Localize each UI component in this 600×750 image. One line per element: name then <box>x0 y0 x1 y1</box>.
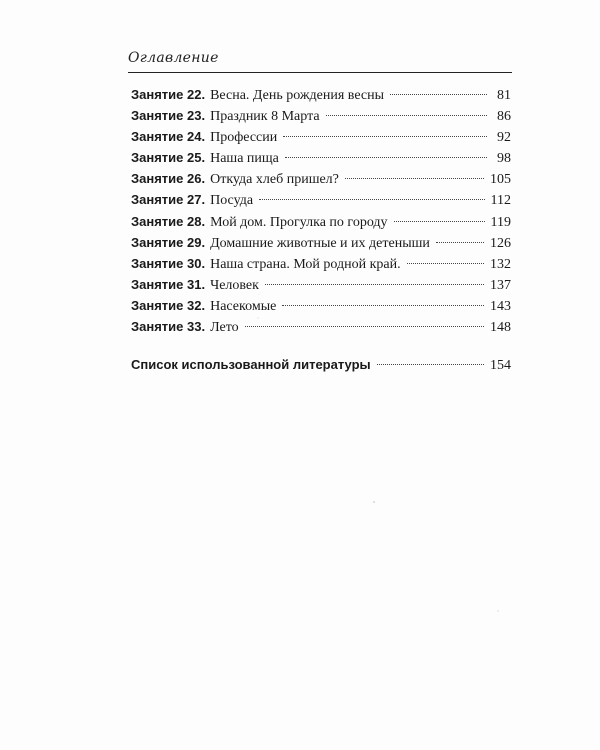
toc-entry-title: Посуда <box>210 193 254 209</box>
toc-entry <box>131 84 511 105</box>
toc-entry-label: Занятие 33. <box>131 319 206 335</box>
toc-entry-title: Наша пища <box>210 151 279 167</box>
toc-entry <box>131 316 511 337</box>
toc-entry-label: Занятие 28. <box>131 213 206 229</box>
bibliography-entry <box>131 354 511 376</box>
running-header: Оглавление <box>128 50 219 66</box>
toc-entry-label: Занятие 27. <box>131 192 206 208</box>
toc-entry-label: Занятие 23. <box>131 108 206 124</box>
bibliography-page: 154 <box>490 358 511 373</box>
toc-entry-page: 112 <box>490 193 511 209</box>
toc-entry <box>131 126 511 147</box>
toc-entry-page: 98 <box>497 151 511 167</box>
dot-leader <box>394 221 485 222</box>
toc-entry <box>131 147 511 168</box>
toc-entry-title: Весна. День рождения весны <box>210 88 385 103</box>
toc-entry-title: Домашние животные и их детеныши <box>210 235 430 251</box>
toc-entry-label: Занятие 22. <box>131 87 206 102</box>
toc-entry-label: Занятие 31. <box>131 276 206 292</box>
toc-entry-page: 105 <box>490 172 511 188</box>
toc-entry-label: Занятие 25. <box>131 150 206 166</box>
toc-entry-title: Мой дом. Прогулка по городу <box>210 214 388 230</box>
bibliography-title: Список использованной литературы <box>131 357 371 372</box>
dot-leader <box>283 136 487 137</box>
dot-leader <box>345 178 484 179</box>
table-of-contents <box>131 84 511 337</box>
toc-entry-page: 148 <box>490 320 511 336</box>
dot-leader <box>436 242 484 243</box>
toc-entry-title: Наша страна. Мой родной край. <box>210 256 401 272</box>
toc-entry-title: Человек <box>210 277 259 293</box>
toc-entry-label: Занятие 24. <box>131 129 206 145</box>
toc-entry-page: 119 <box>490 214 511 230</box>
toc-entry <box>131 105 511 126</box>
dot-leader <box>259 199 484 200</box>
toc-entry-page: 126 <box>490 235 511 251</box>
toc-entry-page: 132 <box>490 256 511 272</box>
toc-entry-page: 81 <box>497 88 511 103</box>
header-rule <box>128 72 512 73</box>
toc-entry-label: Занятие 26. <box>131 171 206 187</box>
dot-leader <box>245 326 484 327</box>
toc-entry <box>131 274 511 295</box>
dot-leader <box>390 94 487 95</box>
dot-leader <box>282 305 484 306</box>
toc-entry-page: 92 <box>497 130 511 146</box>
toc-entry <box>131 232 511 253</box>
dot-leader <box>407 263 484 264</box>
toc-entry <box>131 295 511 316</box>
toc-entry <box>131 189 511 210</box>
toc-entry-title: Праздник 8 Марта <box>210 109 320 125</box>
dot-leader <box>326 115 487 116</box>
toc-entry-title: Лето <box>210 320 239 336</box>
toc-entry-title: Откуда хлеб пришел? <box>210 172 339 188</box>
toc-entry <box>131 211 511 232</box>
toc-entry-page: 143 <box>490 298 511 314</box>
toc-entry-page: 86 <box>497 109 511 125</box>
toc-entry <box>131 253 511 274</box>
toc-entry-label: Занятие 32. <box>131 297 206 313</box>
toc-entry-label: Занятие 29. <box>131 234 206 250</box>
dot-leader <box>285 157 487 158</box>
toc-entry <box>131 168 511 189</box>
toc-entry-title: Насекомые <box>210 298 277 314</box>
toc-entry-title: Профессии <box>210 130 278 146</box>
toc-entry-page: 137 <box>490 277 511 293</box>
dot-leader <box>265 284 484 285</box>
toc-entry-label: Занятие 30. <box>131 255 206 271</box>
dot-leader <box>377 364 484 365</box>
